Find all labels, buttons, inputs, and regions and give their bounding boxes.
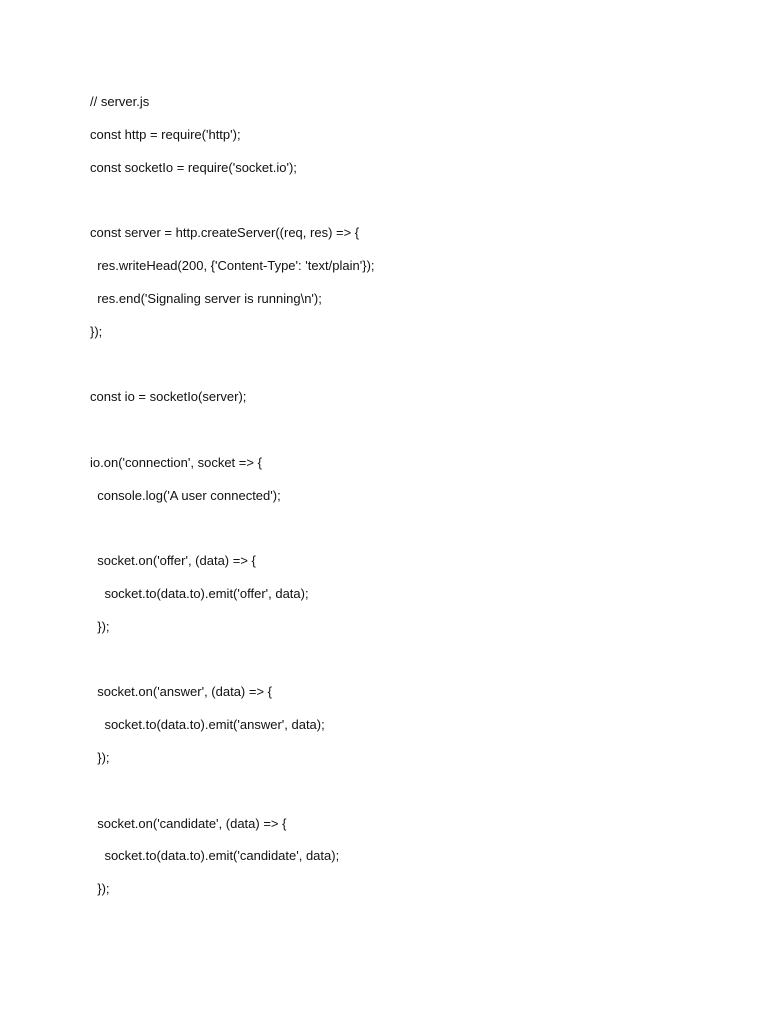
blank-line (90, 190, 375, 223)
code-line: socket.on('candidate', (data) => { (90, 815, 287, 831)
code-line: const socketIo = require('socket.io'); (90, 159, 297, 175)
code-line: // server.js (90, 94, 150, 109)
blank-line (90, 420, 375, 453)
code-line: socket.to(data.to).emit('offer', data); (90, 585, 309, 601)
code-line: const http = require('http'); (90, 126, 241, 142)
blank-line (90, 650, 375, 683)
code-line: }); (90, 881, 110, 897)
code-line: console.log('A user connected'); (90, 487, 281, 503)
code-line: res.end('Signaling server is running\n'); (90, 290, 322, 306)
code-line: const server = http.createServer((req, res) => { (90, 225, 360, 241)
code-line: socket.to(data.to).emit('answer', data); (90, 717, 325, 733)
code-line: }); (90, 749, 110, 765)
code-line: }); (90, 323, 103, 339)
blank-line (90, 518, 375, 551)
code-line: socket.on('answer', (data) => { (90, 684, 272, 700)
code-line: io.on('connection', socket => { (90, 454, 262, 470)
code-listing (90, 92, 375, 912)
code-line: res.writeHead(200, {'Content-Type': 'text/plain'}); (90, 257, 375, 273)
code-line: socket.to(data.to).emit('candidate', data); (90, 848, 340, 864)
code-line: const io = socketIo(server); (90, 389, 247, 405)
blank-line (90, 781, 375, 814)
blank-line (90, 354, 375, 387)
code-line: }); (90, 618, 110, 634)
code-line: socket.on('offer', (data) => { (90, 553, 256, 569)
